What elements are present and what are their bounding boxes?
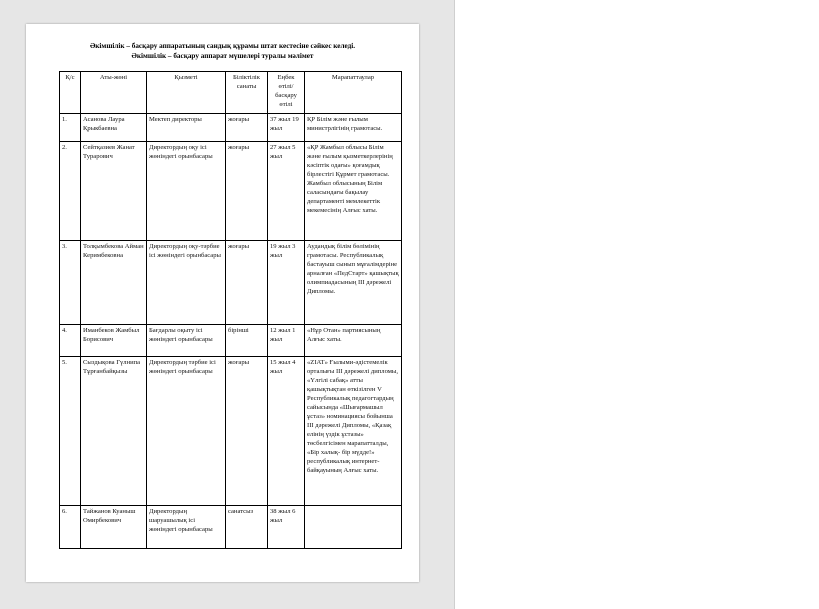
cell-name: Асанова Лаура Қрыкбаевна — [81, 114, 147, 142]
cell-position: Директордың оқу ісі жөніндегі орынбасары — [147, 142, 226, 241]
cell-experience: 19 жыл 3 жыл — [268, 241, 305, 325]
cell-awards — [305, 506, 402, 549]
cell-num: 2. — [60, 142, 81, 241]
cell-name: Толқымбекова Айман Керимбековна — [81, 241, 147, 325]
viewer-edge-divider — [454, 0, 455, 609]
header-awards: Марапаттаулар — [305, 72, 402, 114]
table-row — [60, 357, 402, 506]
cell-awards: ҚР Білім және ғылым министрлігінің грамотасы. — [305, 114, 402, 142]
cell-num: 5. — [60, 357, 81, 506]
document-page — [26, 24, 419, 582]
cell-num: 6. — [60, 506, 81, 549]
cell-category: жоғары — [226, 114, 268, 142]
document-title: Әкімшілік – басқару аппаратының сандық құрамы штат кестесіне сәйкес келеді. — [89, 42, 356, 50]
cell-category: жоғары — [226, 357, 268, 506]
table-row — [60, 506, 402, 549]
table-row — [60, 325, 402, 357]
cell-name: Тайжанов Куаныш Омирбекович — [81, 506, 147, 549]
cell-num: 4. — [60, 325, 81, 357]
cell-awards: «ZIAT» Ғылыми-әдістемелік орталығы ІІІ дәрежелі дипломы, «Үлгілі сабақ» атты қашықтықтан өткізілген V Республикалық педагогтардың сайысында «Шығармашыл ұстаз» номинациясы бойынша ІІІ дәрежелі Дипломы, «Қазақ елінің үздік ұстазы» төсбелгісімен марапатталды, «Бір халық- бір мүдде!» республикалық интернет-байқауының Алғыс хаты. — [305, 357, 402, 506]
table-row — [60, 142, 402, 241]
header-name: Аты-жөні — [81, 72, 147, 114]
cell-position: Директордың оқу-тәрбие ісі жөніндегі орынбасары — [147, 241, 226, 325]
header-experience: Еңбек өтілі/ басқару өтілі — [268, 72, 305, 114]
cell-position: Директордың тәрбие ісі жөніндегі орынбасары — [147, 357, 226, 506]
cell-experience: 37 жыл 19 жыл — [268, 114, 305, 142]
cell-position: Мектеп директоры — [147, 114, 226, 142]
cell-name: Иманбеков Жамбыл Борисович — [81, 325, 147, 357]
table-row — [60, 114, 402, 142]
header-num: Қ/с — [60, 72, 81, 114]
document-subtitle: Әкімшілік – басқару аппарат мүшелері туралы мәлімет — [131, 52, 314, 60]
cell-num: 3. — [60, 241, 81, 325]
cell-category: жоғары — [226, 241, 268, 325]
cell-name: Сыздықова Гүлнипа Тұрғанбайқызы — [81, 357, 147, 506]
header-position: Қызметі — [147, 72, 226, 114]
cell-category: бірінші — [226, 325, 268, 357]
cell-position: Директордың шаруашылық ісі жөніндегі орынбасары — [147, 506, 226, 549]
cell-position: Бағдарлы оқыту ісі жөніндегі орынбасары — [147, 325, 226, 357]
table-header-row — [60, 72, 402, 114]
cell-experience: 15 жыл 4 жыл — [268, 357, 305, 506]
cell-experience: 12 жыл 1 жыл — [268, 325, 305, 357]
cell-awards: Аудандық білім бөлімінің грамотасы. Республикалық бастауыш сынып мұғалімдеріне арналған «ПедСтарт» қашықтық олимпиадасының ІІІ дәрежелі Дипломы. — [305, 241, 402, 325]
cell-awards: «Нұр Отан» партиясының Алғыс хаты. — [305, 325, 402, 357]
cell-category: жоғары — [226, 142, 268, 241]
cell-experience: 38 жыл 6 жыл — [268, 506, 305, 549]
header-category: Біліктілік санаты — [226, 72, 268, 114]
cell-awards: «ҚР Жамбыл облысы Білім және ғылым қызметкерлерінің кәсіптік одағы» қоғамдық бірлестігі Құрмет грамотасы. Жамбыл облысының Білім саласындағы бақылау департаменті мемлекеттік мекемесінің Алғыс хаты. — [305, 142, 402, 241]
cell-experience: 27 жыл 5 жыл — [268, 142, 305, 241]
cell-num: 1. — [60, 114, 81, 142]
cell-name: Сейтқазиев Жанат Турарович — [81, 142, 147, 241]
staff-table — [59, 71, 402, 549]
table-row — [60, 241, 402, 325]
cell-category: санатсыз — [226, 506, 268, 549]
